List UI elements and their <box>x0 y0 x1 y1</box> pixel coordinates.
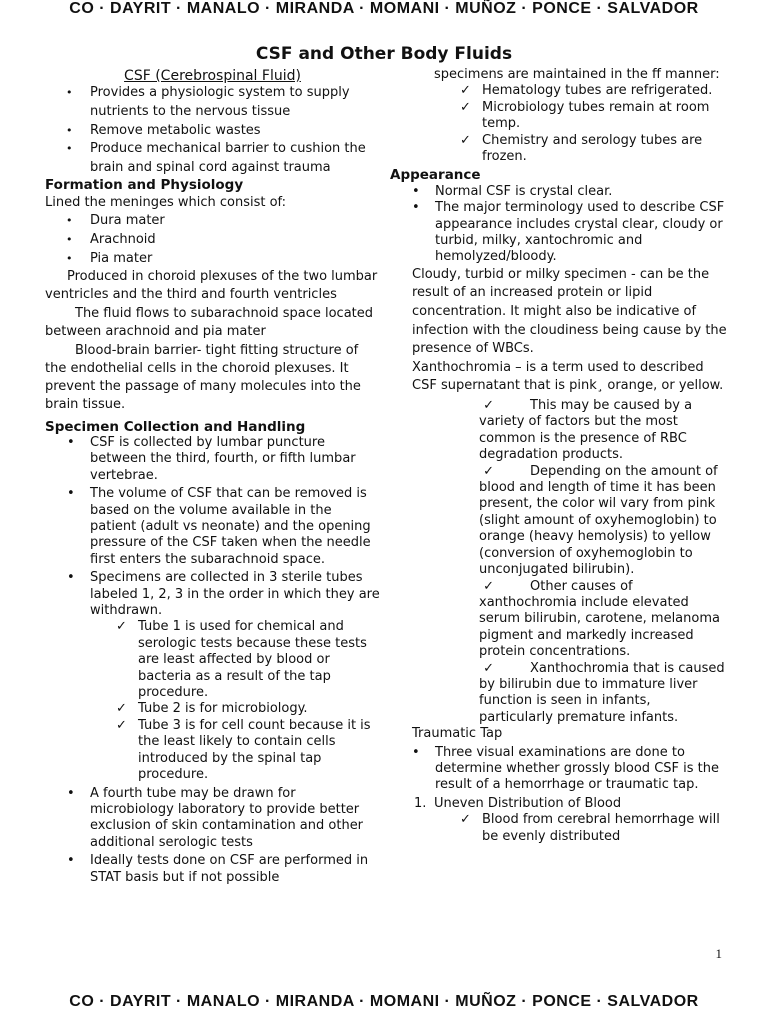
list-item: ✓ Depending on the amount of blood and length of time it has been present, the color wil vary from pink (slight amount of oxyhemoglobin) to orange (heavy hemolysis) to yellow (conversion of oxyhemoglobin to unconjugated bilirubin). <box>479 463 718 578</box>
list-item: ✓ Tube 3 is for cell count because it is the least likely to contain cells introduced by the spinal tap procedure. <box>113 718 380 784</box>
tube-list <box>113 619 380 783</box>
document-title: CSF and Other Body Fluids <box>255 44 513 64</box>
paragraph-blood-brain-barrier: Blood-brain barrier- tight fitting structure of the endothelial cells in the choroid plexuses. It prevent the passage of many molecules into the brain tissue. <box>45 342 361 413</box>
list-item: ✓ Microbiology tubes remain at room temp. <box>457 100 727 133</box>
check-icon: ✓ <box>479 660 495 676</box>
paragraph-subarachnoid: The fluid flows to subarachnoid space located between arachnoid and pia mater <box>45 305 374 340</box>
list-item: • Provides a physiologic system to supply nutrients to the nervous tissue <box>45 84 380 121</box>
specimen-list <box>45 435 380 619</box>
page-number: 1 <box>715 946 722 961</box>
intro-list <box>45 84 380 177</box>
list-item: • Remove metabolic wastes <box>45 122 380 141</box>
appearance-list <box>390 184 727 266</box>
continuation-text: specimens are maintained in the ff manner: <box>434 67 720 82</box>
distribution-list <box>457 812 727 845</box>
list-item: ✓ This may be caused by a variety of factors but the most common is the presence of RBC degradation products. <box>479 398 693 463</box>
xanthochromia-list <box>479 398 727 726</box>
paragraph-cloudy: Cloudy, turbid or milky specimen - can be the result of an increased protein or lipid concentration. It might also be indicative of infection with the cloudiness being cause by the presence of WBCs. <box>412 266 727 357</box>
list-item: ✓ Xanthochromia that is caused by bilirubin due to immature liver function is seen in infants, particularly premature infants. <box>479 660 725 725</box>
list-item: ✓ Tube 1 is used for chemical and serologic tests because these tests are least affected by blood or bacteria as a result of the tap procedure. <box>113 619 380 701</box>
paragraph-choroid: Produced in choroid plexuses of the two lumbar ventricles and the third and fourth ventricles <box>45 269 378 303</box>
check-icon: ✓ <box>479 398 495 414</box>
page-footer: CO · DAYRIT · MANALO · MIRANDA · MOMANI · MUÑOZ · PONCE · SALVADOR <box>69 993 699 1010</box>
left-column <box>45 68 380 886</box>
specimen-list-2 <box>45 786 380 886</box>
list-item: • CSF is collected by lumbar puncture between the third, fourth, or fifth lumbar vertebrae. <box>45 435 380 484</box>
list-item: • Specimens are collected in 3 sterile tubes labeled 1, 2, 3 in the order in which they are withdrawn. <box>45 570 380 619</box>
formation-text: Lined the meninges which consist of: <box>45 194 287 210</box>
list-item: • Ideally tests done on CSF are performed in STAT basis but if not possible <box>45 853 380 886</box>
check-icon: ✓ <box>479 578 495 594</box>
check-icon: ✓ <box>479 463 495 479</box>
storage-list <box>457 83 727 165</box>
list-item: ✓ Other causes of xanthochromia include elevated serum bilirubin, carotene, melanoma pigment and markedly increased protein concentrations. <box>479 578 720 660</box>
numbered-list <box>412 796 727 812</box>
heading-specimen: Specimen Collection and Handling <box>45 418 306 435</box>
list-item: • A fourth tube may be drawn for microbiology laboratory to provide better exclusion of skin contamination and other additional serologic tests <box>45 786 380 852</box>
list-item: • The major terminology used to describe CSF appearance includes crystal clear, cloudy or turbid, milky, xantochromic and hemolyzed/bloody. <box>390 200 727 266</box>
list-item: • The volume of CSF that can be removed is based on the volume available in the patient (adult vs neonate) and the opening pressure of the CSF taken when the needle first enters the subarachnoid space. <box>45 486 380 568</box>
meninges-list <box>45 212 380 268</box>
list-item: • Pia mater <box>45 250 380 269</box>
list-item: • Three visual examinations are done to determine whether grossly blood CSF is the result of a hemorrhage or traumatic tap. <box>390 745 727 794</box>
traumatic-list <box>390 745 727 794</box>
right-column <box>390 67 727 845</box>
heading-appearance: Appearance <box>390 167 481 184</box>
paragraph-xanthochromia: Xanthochromia – is a term used to described CSF supernatant that is pink¸ orange, or yellow. <box>412 359 724 394</box>
list-item: • Normal CSF is crystal clear. <box>390 184 727 200</box>
list-item: ✓ Tube 2 is for microbiology. <box>113 701 380 717</box>
heading-formation: Formation and Physiology <box>45 177 244 194</box>
page-header: CO · DAYRIT · MANALO · MIRANDA · MOMANI · MUÑOZ · PONCE · SALVADOR <box>69 0 699 17</box>
heading-traumatic-tap: Traumatic Tap <box>412 726 503 742</box>
list-item: • Dura mater <box>45 212 380 231</box>
list-item: 1. Uneven Distribution of Blood <box>414 795 622 811</box>
section-subtitle-csf: CSF (Cerebrospinal Fluid) <box>124 68 301 84</box>
list-item: ✓ Chemistry and serology tubes are frozen. <box>457 133 727 166</box>
list-item: ✓ Hematology tubes are refrigerated. <box>457 83 727 99</box>
list-item: • Produce mechanical barrier to cushion the brain and spinal cord against trauma <box>45 140 380 177</box>
list-item: • Arachnoid <box>45 231 380 250</box>
list-item: ✓ Blood from cerebral hemorrhage will be evenly distributed <box>457 812 727 845</box>
